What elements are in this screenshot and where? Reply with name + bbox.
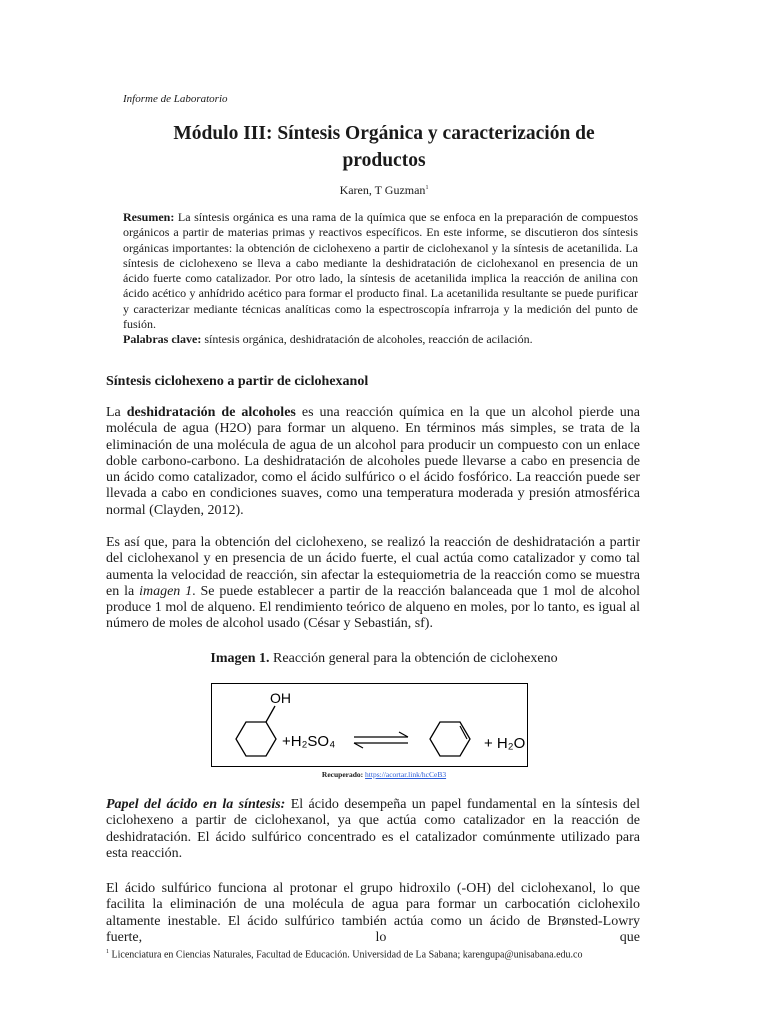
p3-text: El ácido desempeña un papel fundamental en la síntesis del ciclohexeno a partir de ciclohexanol, ya que actúa como catalizador en la reacción de deshidratación. El ácido sulfúrico concentrado es el catalizador comúnmente utilizado para esta reacción. <box>106 797 641 861</box>
paragraph-sulfuric-acid <box>106 881 640 946</box>
p1-bold-term: deshidratación de alcoholes <box>126 405 296 420</box>
p2-figure-ref: imagen 1 <box>139 583 193 599</box>
p3-heading: Papel del ácido en la síntesis: <box>106 797 286 812</box>
footnote <box>106 949 582 960</box>
author-footnote-mark: 1 <box>425 185 429 191</box>
paragraph-dehydration <box>106 405 640 519</box>
oh-bond <box>266 706 275 722</box>
paragraph-cyclohexene <box>106 535 640 633</box>
abstract-text: La síntesis orgánica es una rama de la química que se enfoca en la preparación de compuestos orgánicos a partir de materias primas y reactivos específicos. En este informe, se discutieron dos síntesis orgánicas importantes: la obtención de ciclohexeno a partir de ciclohexanol y la síntesis de acetanilida. La síntesis de ciclohexeno se lleva a cabo mediante la deshidratación de ciclohexanol en presencia de un ácido fuerte como catalizador. Por otro lado, la síntesis de acetanilida implica la reacción de anilina con ácido acético y anhídrido acético para formar el producto final. La acetanilida resultante se puede purificar y caracterizar mediante técnicas analíticas como la espectroscopía infrarroja y la medición del punto de fusión. <box>123 210 638 332</box>
title-line-2: productos <box>342 150 426 171</box>
reaction-figure <box>211 683 528 767</box>
author <box>0 183 768 198</box>
header-label: Informe de Laboratorio <box>123 93 228 105</box>
oh-label: OH <box>270 690 291 706</box>
footnote-text: Licenciatura en Ciencias Naturales, Facultad de Educación. Universidad de La Sabana; karengupa@unisabana.edu.co <box>111 949 583 961</box>
keywords <box>123 332 638 347</box>
water-label: + H₂O <box>484 735 526 752</box>
equilibrium-arrow <box>354 732 408 748</box>
reagent-label: +H₂SO₄ <box>282 733 336 750</box>
paper-title <box>110 120 658 174</box>
reaction-scheme <box>212 684 529 768</box>
credit-label: Recuperado: <box>321 770 364 779</box>
abstract <box>123 210 638 348</box>
credit-link[interactable]: https://acortar.link/hcCeB3 <box>365 770 447 779</box>
figure-caption-text: Reacción general para la obtención de ciclohexeno <box>273 651 558 666</box>
figure-caption <box>0 651 768 667</box>
figure-label: Imagen 1. <box>210 651 270 666</box>
p2-text-1: Es así que, para la obtención del ciclohexeno, se realizó la reacción de deshidratación a partir del ciclohexanol y en presencia de un ácido fuerte, el cual actúa como catalizador y como tal aumenta la velocidad de reacción, sin afectar la estequiometria de la reacción como se muestra en la <box>106 535 640 599</box>
title-line-1: Módulo III: Síntesis Orgánica y caracterización de <box>173 123 595 144</box>
paragraph-acid-role <box>106 797 640 862</box>
abstract-label: Resumen: <box>123 210 175 224</box>
keywords-label: Palabras clave: <box>123 332 202 347</box>
author-name: Karen, T Guzman <box>339 183 426 197</box>
p2-text-2: . Se puede establecer a partir de la reacción balanceada que 1 mol de alcohol produce 1 mol de alqueno. El rendimiento teórico de alqueno en moles, por lo tanto, es igual al número de moles de alcohol usado (César y Sebastián, sf). <box>106 583 641 632</box>
cyclohexene-ring <box>430 722 470 756</box>
p4-text: El ácido sulfúrico funciona al protonar el grupo hidroxilo (-OH) del ciclohexanol, lo que facilita la eliminación de una molécula de agua para formar un carbocatión ciclohexilo altamente inestable. El ácido sulfúrico también actúa como un ácido de Brønsted-Lowry fuerte, lo que <box>106 881 640 945</box>
keywords-text: síntesis orgánica, deshidratación de alcoholes, reacción de acilación. <box>204 332 533 347</box>
p1-pre: La <box>106 405 121 420</box>
footnote-mark: 1 <box>106 949 109 955</box>
section-heading: Síntesis ciclohexeno a partir de ciclohexanol <box>106 374 369 389</box>
p1-text: es una reacción química en la que un alcohol pierde una molécula de agua (H2O) para formar un alqueno. En términos más simples, se trata de la eliminación de una molécula de agua de un alcohol para producir un compuesto con un enlace doble carbono-carbono. La deshidratación de alcoholes puede llevarse a cabo en presencia de un ácido como catalizador, como el ácido sulfúrico o el ácido fosfórico. La reacción puede ser llevada a cabo en condiciones suaves, como una temperatura moderada y presión atmosférica normal (Clayden, 2012). <box>106 405 641 518</box>
figure-credit <box>0 770 768 779</box>
abstract-body <box>123 210 638 332</box>
cyclohexanol-ring <box>236 722 276 756</box>
